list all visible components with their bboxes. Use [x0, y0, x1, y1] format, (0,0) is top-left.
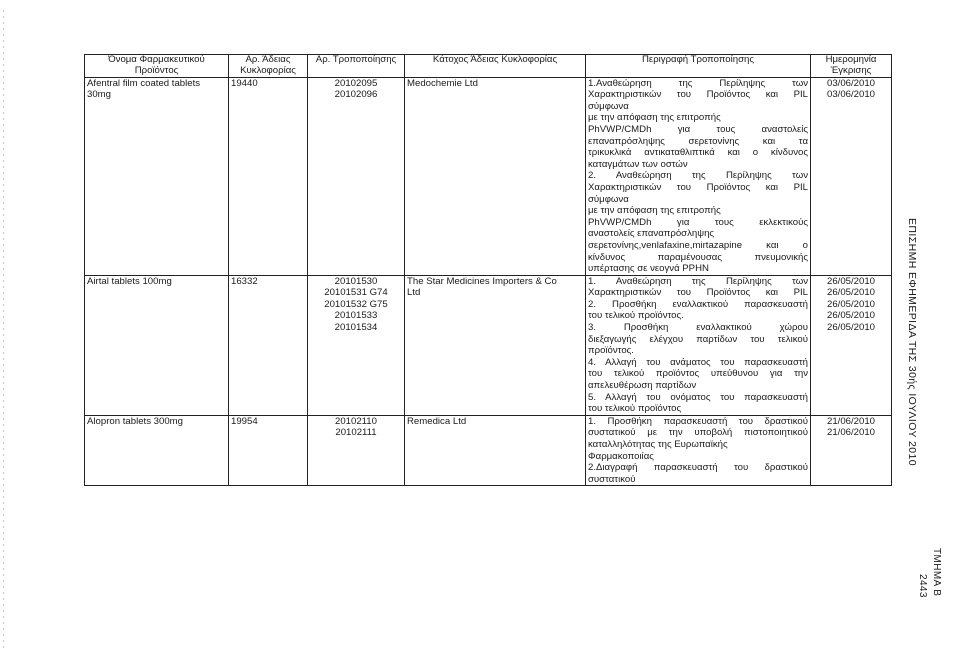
- description-line: 1.Αναθεώρηση της Περίληψης των: [588, 77, 808, 89]
- approval-date: 03/06/2010: [826, 77, 875, 89]
- table-header-row: [85, 55, 892, 78]
- cell-authorization-holder: [405, 415, 586, 486]
- description-line: 3. Προσθήκη εναλλακτικού χώρου: [588, 322, 808, 334]
- description-line: προϊόντος.: [588, 345, 634, 357]
- table-row: [85, 77, 892, 275]
- approval-date: 26/05/2010: [826, 322, 875, 334]
- product-name-line: 30mg: [87, 89, 111, 101]
- description-line: του τελικού προϊόντος.: [588, 310, 684, 322]
- cell-product-name: [85, 77, 229, 275]
- variation-number: 20101534: [334, 322, 378, 334]
- description-line: σύμφωνα: [588, 193, 629, 205]
- header-variation-description: Περιγραφή Τροποποίησης: [586, 55, 811, 78]
- description-line: καταγμάτων των οστών: [588, 158, 688, 170]
- holder-line: Medochemie Ltd: [407, 77, 478, 89]
- description-line: 5. Αλλαγή του ονόματος του παρασκευαστή: [588, 391, 808, 403]
- product-name-line: Airtal tablets 100mg: [87, 275, 172, 287]
- cell-authorization-number: 16332: [229, 275, 308, 415]
- holder-line: Remedica Ltd: [407, 415, 467, 427]
- cell-product-name: [85, 275, 229, 415]
- holder-line: The Star Medicines Importers & Co: [407, 275, 557, 287]
- approval-date: 26/05/2010: [826, 275, 875, 287]
- variation-number: 20101530: [334, 275, 378, 287]
- scan-edge: [3, 10, 4, 650]
- gazette-running-title: ΕΠΙΣΗΜΗ ΕΦΗΜΕΡΙΔΑ ΤΗΣ 30ής ΙΟΥΛΙΟΥ 2010: [906, 218, 918, 466]
- description-line: καταλληλότητας της Ευρωπαϊκής: [588, 439, 728, 450]
- description-line: του τελικού προϊόντος υπεύθυνου για την: [588, 368, 808, 380]
- description-line: 2. Προσθήκη εναλλακτικού παρασκευαστή: [588, 298, 808, 310]
- section-label: ΤΜΗΜΑ Β: [931, 548, 942, 597]
- approval-date: 03/06/2010: [826, 89, 875, 101]
- cell-variation-numbers: [308, 77, 405, 275]
- description-line: 2.Διαγραφή παρασκευαστή του δραστικού: [588, 462, 808, 474]
- cell-authorization-holder: [405, 275, 586, 415]
- header-approval-date: Ημερομηνία Έγκρισης: [811, 55, 892, 78]
- table-row: [85, 415, 892, 486]
- page-number: 2443: [917, 574, 928, 598]
- description-line: τρικυκλικά αντικαταθλιπτικά και ο κίνδυνος: [588, 147, 808, 159]
- cell-variation-numbers: [308, 415, 405, 486]
- description-line: διεξαγωγής ελέγχου παρτίδων του τελικού: [588, 333, 808, 345]
- cell-authorization-holder: [405, 77, 586, 275]
- cell-approval-dates: [811, 415, 892, 486]
- description-line: συστατικού με την υποβολή πιστοποιητικού: [588, 427, 808, 439]
- cell-variation-description: [586, 415, 811, 486]
- variation-number: 20102110: [335, 415, 377, 427]
- description-line: 4. Αλλαγή του ανάματος του παρασκευαστή: [588, 356, 808, 368]
- header-authorization-holder: Κάτοχος Άδειας Κυκλοφορίας: [405, 55, 586, 78]
- description-line: 1. Αναθεώρηση της Περίληψης των: [588, 275, 808, 287]
- cell-authorization-number: 19954: [229, 415, 308, 486]
- description-line: Χαρακτηριστικών του Προϊόντος και PIL: [588, 181, 808, 193]
- description-line: 2. Αναθεώρηση της Περίληψης των: [588, 170, 808, 182]
- description-line: Χαρακτηριστικών του Προϊόντος και PIL: [588, 287, 808, 299]
- table-row: [85, 275, 892, 415]
- description-line: με την απόφαση της επιτροπής: [588, 112, 721, 124]
- cell-product-name: [85, 415, 229, 486]
- cell-approval-dates: [811, 275, 892, 415]
- description-line: PhVWP/CMDh για τους εκλεκτικούς: [588, 216, 808, 228]
- description-line: σύμφωνα: [588, 100, 629, 112]
- variation-number: 20101531 G74: [324, 287, 388, 299]
- holder-line: Ltd: [407, 287, 421, 299]
- description-line: συστατικού: [588, 473, 636, 485]
- variation-number: 20101532 G75: [324, 298, 388, 310]
- header-authorization-number: Αρ. Άδειας Κυκλοφορίας: [229, 55, 308, 78]
- variation-number: 20102095: [334, 77, 378, 89]
- description-line: κίνδυνος παραμένουσας πνευμονικής: [588, 251, 808, 263]
- approval-date: 26/05/2010: [826, 310, 875, 322]
- variations-table: [84, 54, 892, 486]
- product-name-line: Alopron tablets 300mg: [87, 415, 183, 427]
- description-line: επαναπρόσληψης σερετονίνης και τα: [588, 135, 808, 147]
- cell-approval-dates: [811, 77, 892, 275]
- cell-variation-description: [586, 77, 811, 275]
- cell-variation-description: [586, 275, 811, 415]
- approval-date: 26/05/2010: [826, 287, 875, 299]
- cell-authorization-number: 19440: [229, 77, 308, 275]
- description-line: αναστολείς επαναπρόσληψης: [588, 228, 715, 240]
- description-line: απελευθέρωση παρτίδων: [588, 380, 697, 392]
- approval-date: 26/05/2010: [826, 298, 875, 310]
- header-variation-number: Αρ. Τροποποίησης: [308, 55, 405, 78]
- approval-date: 21/06/2010: [826, 415, 875, 427]
- header-product-name: Όνομα Φαρμακευτικού Προϊόντος: [85, 55, 229, 78]
- description-line: με την απόφαση της επιτροπής: [588, 205, 721, 217]
- description-line: υπέρτασης σε νεογνά PPHN: [588, 263, 709, 275]
- approval-date: 21/06/2010: [826, 427, 875, 439]
- description-line: Χαρακτηριστικών του Προϊόντος και PIL: [588, 89, 808, 101]
- description-line: σερετονίνης,venlafaxine,mirtazapine και ο: [588, 239, 808, 251]
- description-line: Φαρμακοποιίας: [588, 450, 654, 462]
- description-line: του τελικού προϊόντος: [588, 403, 682, 415]
- variation-number: 20102111: [335, 427, 377, 439]
- cell-variation-numbers: [308, 275, 405, 415]
- description-line: PhVWP/CMDh για τους αναστολείς: [588, 123, 808, 135]
- product-name-line: Afentral film coated tablets: [87, 77, 201, 89]
- description-line: 1. Προσθήκη παρασκευαστή του δραστικού: [588, 415, 808, 427]
- variation-number: 20101533: [334, 310, 378, 322]
- variation-number: 20102096: [334, 89, 378, 101]
